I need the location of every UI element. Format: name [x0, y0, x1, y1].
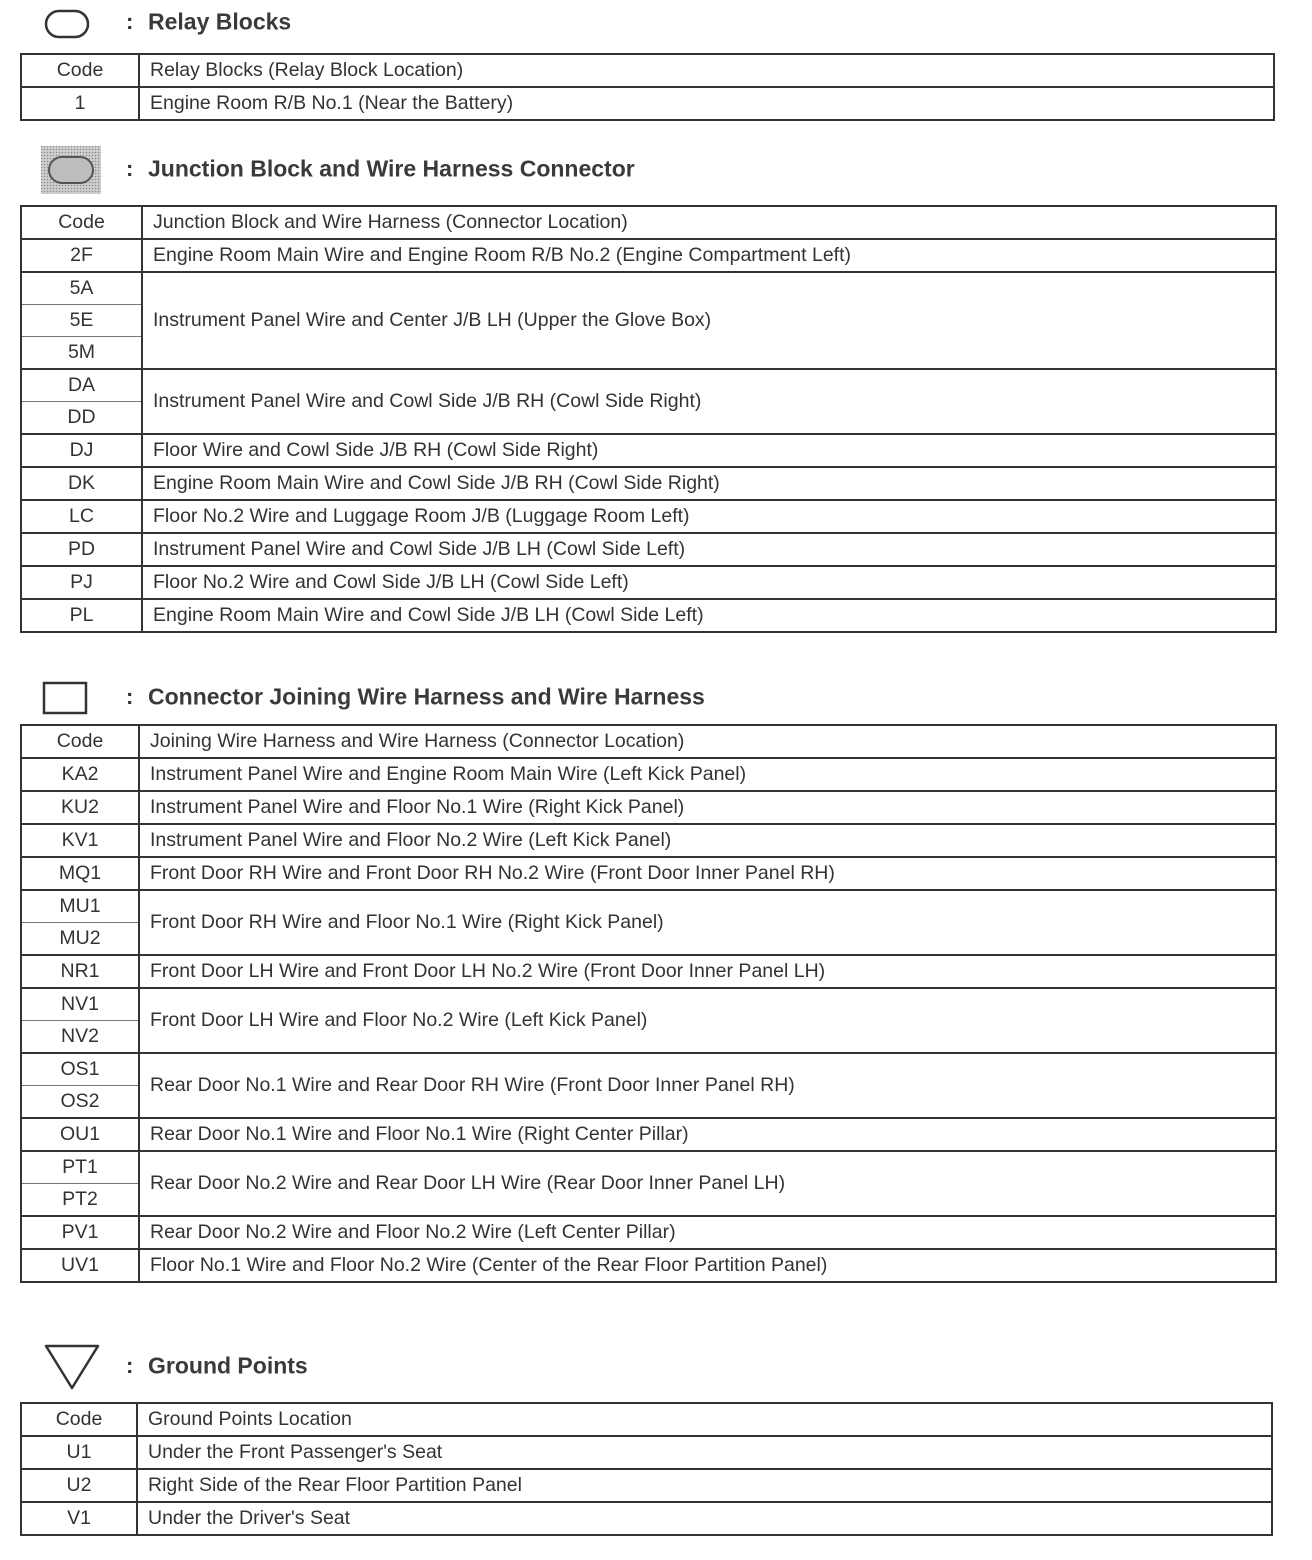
- table-row: [21, 857, 1276, 890]
- code-cell: U2: [21, 1469, 137, 1502]
- table-row: [21, 1469, 1272, 1502]
- section-title: Ground Points: [148, 1352, 308, 1379]
- table-row: [21, 533, 1276, 566]
- table-row: [21, 1118, 1276, 1151]
- table-row: [21, 758, 1276, 791]
- description-cell: Floor No.2 Wire and Cowl Side J/B LH (Cowl Side Left): [142, 566, 1276, 599]
- code-cell: PD: [21, 533, 142, 566]
- code-cell: NV1: [21, 988, 139, 1021]
- code-cell: PL: [21, 599, 142, 632]
- table-row: [21, 1502, 1272, 1535]
- table-row: [21, 890, 1276, 923]
- code-cell: DA: [21, 369, 142, 402]
- description-cell: Instrument Panel Wire and Floor No.2 Wire (Left Kick Panel): [139, 824, 1276, 857]
- description-cell: Rear Door No.2 Wire and Rear Door LH Wire (Rear Door Inner Panel LH): [139, 1151, 1276, 1216]
- header-description: Joining Wire Harness and Wire Harness (Connector Location): [139, 725, 1276, 758]
- code-cell: OU1: [21, 1118, 139, 1151]
- code-cell: V1: [21, 1502, 137, 1535]
- table-row: [21, 566, 1276, 599]
- table-row: [21, 434, 1276, 467]
- code-cell: PV1: [21, 1216, 139, 1249]
- code-cell: 2F: [21, 239, 142, 272]
- header-code: Code: [21, 1403, 137, 1436]
- inverted-triangle-icon: [42, 1342, 102, 1397]
- description-cell: Instrument Panel Wire and Cowl Side J/B LH (Cowl Side Left): [142, 533, 1276, 566]
- section-title: Junction Block and Wire Harness Connector: [148, 155, 635, 182]
- description-cell: Engine Room Main Wire and Cowl Side J/B RH (Cowl Side Right): [142, 467, 1276, 500]
- table-row: [21, 791, 1276, 824]
- description-cell: Right Side of the Rear Floor Partition Panel: [137, 1469, 1272, 1502]
- table-header-row: [21, 1403, 1272, 1436]
- ground-points-table: [20, 1402, 1273, 1536]
- heading-colon: :: [126, 1353, 134, 1378]
- code-cell: LC: [21, 500, 142, 533]
- code-cell: PT2: [21, 1184, 139, 1217]
- table-row: [21, 87, 1274, 120]
- table-row: [21, 467, 1276, 500]
- relay-blocks-table: [20, 53, 1275, 121]
- table-row: [21, 1249, 1276, 1282]
- header-description: Relay Blocks (Relay Block Location): [139, 54, 1274, 87]
- description-cell: Instrument Panel Wire and Center J/B LH (Upper the Glove Box): [142, 272, 1276, 369]
- description-cell: Instrument Panel Wire and Engine Room Main Wire (Left Kick Panel): [139, 758, 1276, 791]
- code-cell: DK: [21, 467, 142, 500]
- description-cell: Front Door RH Wire and Front Door RH No.2 Wire (Front Door Inner Panel RH): [139, 857, 1276, 890]
- heading-colon: :: [126, 156, 134, 181]
- description-cell: Under the Front Passenger's Seat: [137, 1436, 1272, 1469]
- heading-colon: :: [126, 684, 134, 709]
- table-row: [21, 1151, 1276, 1184]
- section-title: Relay Blocks: [148, 8, 292, 35]
- code-cell: U1: [21, 1436, 137, 1469]
- junction-block-table: [20, 205, 1277, 633]
- description-cell: Front Door RH Wire and Floor No.1 Wire (Right Kick Panel): [139, 890, 1276, 955]
- description-cell: Rear Door No.1 Wire and Floor No.1 Wire (Right Center Pillar): [139, 1118, 1276, 1151]
- code-cell: 5E: [21, 305, 142, 337]
- table-header-row: [21, 206, 1276, 239]
- code-cell: 5A: [21, 272, 142, 305]
- table-row: [21, 824, 1276, 857]
- code-cell: KA2: [21, 758, 139, 791]
- header-code: Code: [21, 54, 139, 87]
- code-cell: NV2: [21, 1021, 139, 1054]
- table-row: [21, 988, 1276, 1021]
- table-row: [21, 1053, 1276, 1086]
- code-cell: UV1: [21, 1249, 139, 1282]
- header-description: Junction Block and Wire Harness (Connector Location): [142, 206, 1276, 239]
- code-cell: 1: [21, 87, 139, 120]
- code-cell: MQ1: [21, 857, 139, 890]
- table-row: [21, 1216, 1276, 1249]
- table-row: [21, 955, 1276, 988]
- table-row: [21, 1436, 1272, 1469]
- description-cell: Rear Door No.1 Wire and Rear Door RH Wire (Front Door Inner Panel RH): [139, 1053, 1276, 1118]
- code-cell: MU1: [21, 890, 139, 923]
- description-cell: Front Door LH Wire and Floor No.2 Wire (Left Kick Panel): [139, 988, 1276, 1053]
- table-row: [21, 599, 1276, 632]
- connector-joining-table: [20, 724, 1277, 1283]
- description-cell: Floor Wire and Cowl Side J/B RH (Cowl Side Right): [142, 434, 1276, 467]
- description-cell: Instrument Panel Wire and Floor No.1 Wire (Right Kick Panel): [139, 791, 1276, 824]
- heading-colon: :: [126, 9, 134, 34]
- description-cell: Engine Room Main Wire and Cowl Side J/B LH (Cowl Side Left): [142, 599, 1276, 632]
- rounded-rectangle-outline-icon: [44, 8, 92, 45]
- description-cell: Rear Door No.2 Wire and Floor No.2 Wire (Left Center Pillar): [139, 1216, 1276, 1249]
- table-row: [21, 272, 1276, 305]
- section-heading-ground-points: [0, 1346, 1312, 1386]
- description-cell: Floor No.1 Wire and Floor No.2 Wire (Center of the Rear Floor Partition Panel): [139, 1249, 1276, 1282]
- header-description: Ground Points Location: [137, 1403, 1272, 1436]
- section-title: Connector Joining Wire Harness and Wire Harness: [148, 683, 705, 710]
- description-cell: Front Door LH Wire and Front Door LH No.2 Wire (Front Door Inner Panel LH): [139, 955, 1276, 988]
- code-cell: KU2: [21, 791, 139, 824]
- table-header-row: [21, 54, 1274, 87]
- code-cell: PJ: [21, 566, 142, 599]
- code-cell: MU2: [21, 923, 139, 956]
- section-heading-junction-block: [0, 149, 1312, 189]
- description-cell: Under the Driver's Seat: [137, 1502, 1272, 1535]
- code-cell: 5M: [21, 337, 142, 370]
- description-cell: Engine Room R/B No.1 (Near the Battery): [139, 87, 1274, 120]
- code-cell: OS2: [21, 1086, 139, 1119]
- description-cell: Engine Room Main Wire and Engine Room R/B No.2 (Engine Compartment Left): [142, 239, 1276, 272]
- description-cell: Instrument Panel Wire and Cowl Side J/B RH (Cowl Side Right): [142, 369, 1276, 434]
- table-row: [21, 369, 1276, 402]
- table-row: [21, 500, 1276, 533]
- rectangle-outline-icon: [42, 681, 90, 722]
- header-code: Code: [21, 725, 139, 758]
- code-cell: KV1: [21, 824, 139, 857]
- header-code: Code: [21, 206, 142, 239]
- description-cell: Floor No.2 Wire and Luggage Room J/B (Luggage Room Left): [142, 500, 1276, 533]
- code-cell: DJ: [21, 434, 142, 467]
- code-cell: OS1: [21, 1053, 139, 1086]
- shaded-rounded-rectangle-icon: [40, 145, 102, 200]
- code-cell: PT1: [21, 1151, 139, 1184]
- table-header-row: [21, 725, 1276, 758]
- code-cell: NR1: [21, 955, 139, 988]
- section-heading-connector-joining: [0, 677, 1312, 717]
- section-heading-relay-blocks: [0, 2, 1312, 42]
- table-row: [21, 239, 1276, 272]
- code-cell: DD: [21, 402, 142, 435]
